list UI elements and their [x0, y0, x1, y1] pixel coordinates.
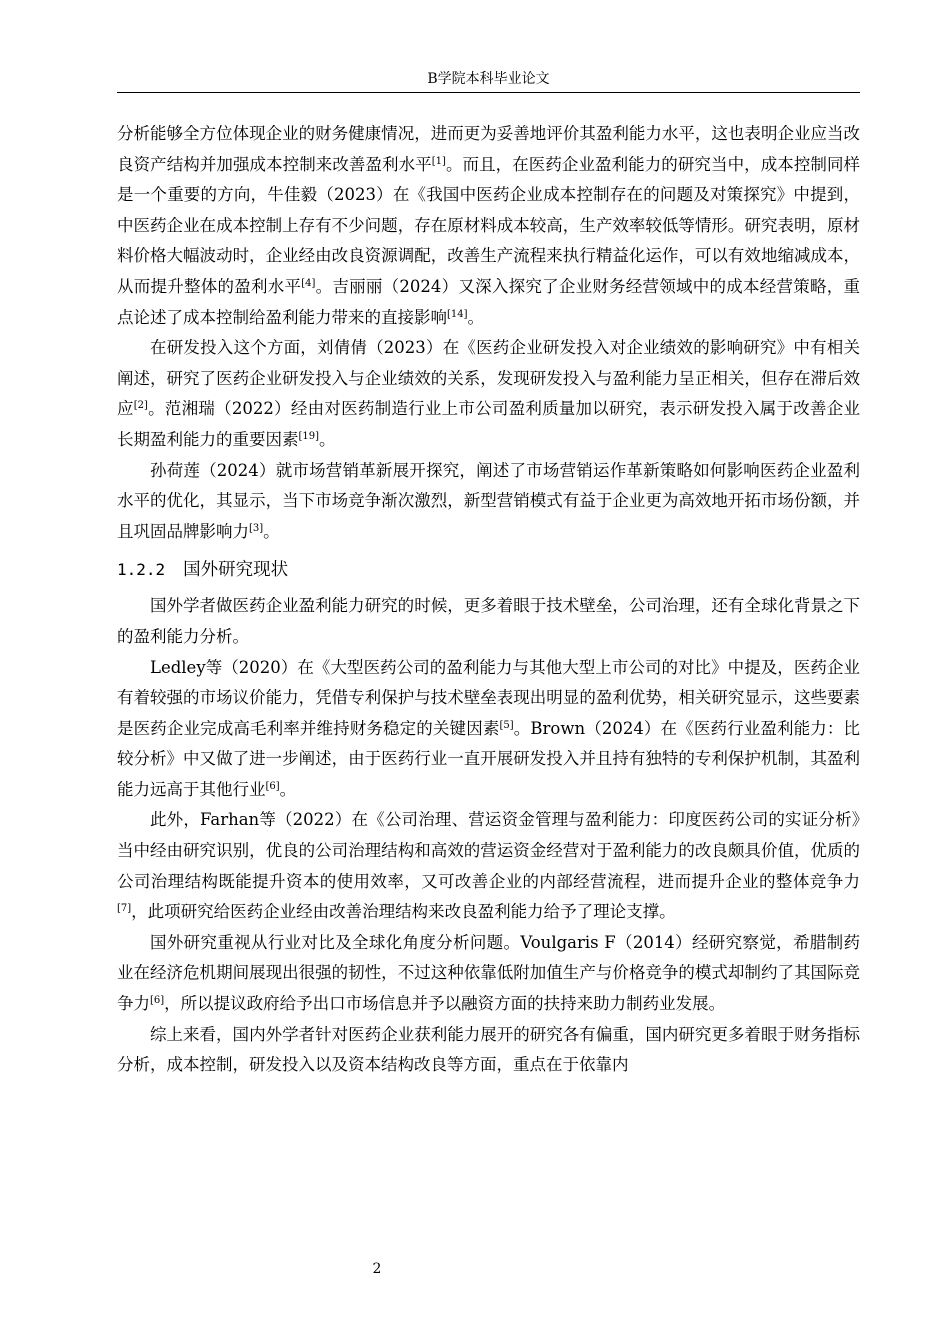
paragraph-text: 国外研究重视从行业对比及全球化角度分析问题。Voulgaris F（2014）经研究察觉，希腊制药业在经济危机期间展现出很强的韧性，不过这种依靠低附加值生产与价格竞争的模式却制约了其国际竞争力 — [117, 932, 860, 1014]
citation-marker: [14] — [447, 308, 468, 320]
paragraph-text: Ledley等（2020）在《大型医药公司的盈利能力与其他大型上市公司的对比》中提及，医药企业有着较强的市场议价能力，凭借专利保护与技术壁垒表现出明显的盈利优势，相关研究显示，这些要素是医药企业完成高毛利率并维持财务稳定的关键因素 — [117, 657, 860, 738]
body-text — [117, 119, 860, 1081]
paragraph-text: 孙荷莲（2024）就市场营销革新展开探究，阐述了市场营销运作革新策略如何影响医药企业盈利水平的优化，其显示，当下市场竞争渐次激烈，新型营销模式有益于企业更为高效地开拓市场份额，并且巩固品牌影响力 — [117, 460, 860, 541]
paragraph — [117, 119, 860, 333]
paragraph-text: 。 — [263, 521, 280, 541]
paragraph-text: 综上来看，国内外学者针对医药企业获利能力展开的研究各有偏重，国内研究更多着眼于财务指标分析，成本控制，研发投入以及资本结构改良等方面，重点在于依靠内 — [117, 1024, 860, 1075]
section-title: 国外研究现状 — [183, 560, 289, 581]
paragraph — [117, 591, 860, 652]
paragraph-text: 。 — [319, 429, 336, 449]
paragraph-text: 。而且，在医药企业盈利能力的研究当中，成本控制同样是一个重要的方向，牛佳毅（2023）在《我国中医药企业成本控制存在的问题及对策探究》中提到，中医药企业在成本控制上存有不少问题，存在原材料成本较高，生产效率较低等情形。研究表明，原材料价格大幅波动时，企业经由改良资源调配，改善生产流程来执行精益化运作，可以有效地缩减成本，从而提升整体的盈利水平 — [117, 154, 861, 296]
citation-marker: [7] — [117, 903, 132, 915]
paragraph-text: ，所以提议政府给予出口市场信息并予以融资方面的扶持来助力制药业发展。 — [164, 994, 726, 1014]
paragraph-text: 。Brown（2024）在《医药行业盈利能力：比较分析》中又做了进一步阐述，由于医药行业一直开展研发投入并且持有独特的专利保护机制，其盈利能力远高于其他行业 — [117, 718, 860, 799]
paragraph-group-foreign — [117, 591, 860, 1081]
section-number: 1.2.2 — [117, 560, 166, 580]
citation-marker: [5] — [499, 719, 514, 731]
paragraph — [117, 456, 860, 548]
paragraph — [117, 1020, 860, 1081]
paragraph — [117, 333, 860, 455]
page-number: 2 — [372, 1261, 382, 1277]
paragraph-text: 。吉丽丽（2024）又深入探究了企业财务经营领域中的成本经营策略，重点论述了成本控制给盈利能力带来的直接影响 — [117, 276, 861, 327]
paragraph-text: 。 — [467, 307, 485, 327]
paragraph-text: 此外，Farhan等（2022）在《公司治理、营运资金管理与盈利能力：印度医药公司的实证分析》当中经由研究识别，优良的公司治理结构和高效的营运资金经营对于盈利能力的改良颇具价值，优质的公司治理结构既能提升资本的使用效率，又可改善企业的内部经营流程，进而提升企业的整体竞争力 — [117, 810, 860, 891]
paragraph — [117, 805, 860, 927]
citation-marker: [19] — [298, 430, 320, 442]
paragraph — [117, 653, 860, 806]
paragraph-text: 。范湘瑞（2022）经由对医药制造行业上市公司盈利质量加以研究，表示研发投入属于改善企业长期盈利能力的重要因素 — [117, 399, 860, 449]
header-rule — [117, 92, 860, 93]
paragraph-group-domestic — [117, 119, 860, 547]
section-heading — [117, 555, 860, 585]
citation-marker: [4] — [301, 277, 316, 289]
citation-marker: [6] — [150, 995, 165, 1007]
running-header: B学院本科毕业论文 — [427, 71, 550, 87]
paragraph-text: 分析能够全方位体现企业的财务健康情况，进而更为妥善地评价其盈利能力水平，这也表明企业应当改良资产结构并加强成本控制来改善盈利水平 — [117, 124, 860, 174]
citation-marker: [1] — [431, 155, 446, 167]
paragraph-text: 在研发投入这个方面，刘倩倩（2023）在《医药企业研发投入对企业绩效的影响研究》中有相关阐述，研究了医药企业研发投入与企业绩效的关系，发现研发投入与盈利能力呈正相关，但存在滞后效应 — [117, 338, 860, 419]
paragraph-text: 。 — [279, 779, 297, 799]
citation-marker: [6] — [265, 780, 280, 792]
citation-marker: [3] — [249, 522, 264, 534]
paragraph-text: 国外学者做医药企业盈利能力研究的时候，更多着眼于技术壁垒，公司治理，还有全球化背景之下的盈利能力分析。 — [117, 596, 860, 646]
paragraph-text: ，此项研究给医药企业经由改善治理结构来改良盈利能力给予了理论支撑。 — [131, 902, 676, 922]
paragraph — [117, 928, 860, 1020]
citation-marker: [2] — [133, 400, 148, 412]
